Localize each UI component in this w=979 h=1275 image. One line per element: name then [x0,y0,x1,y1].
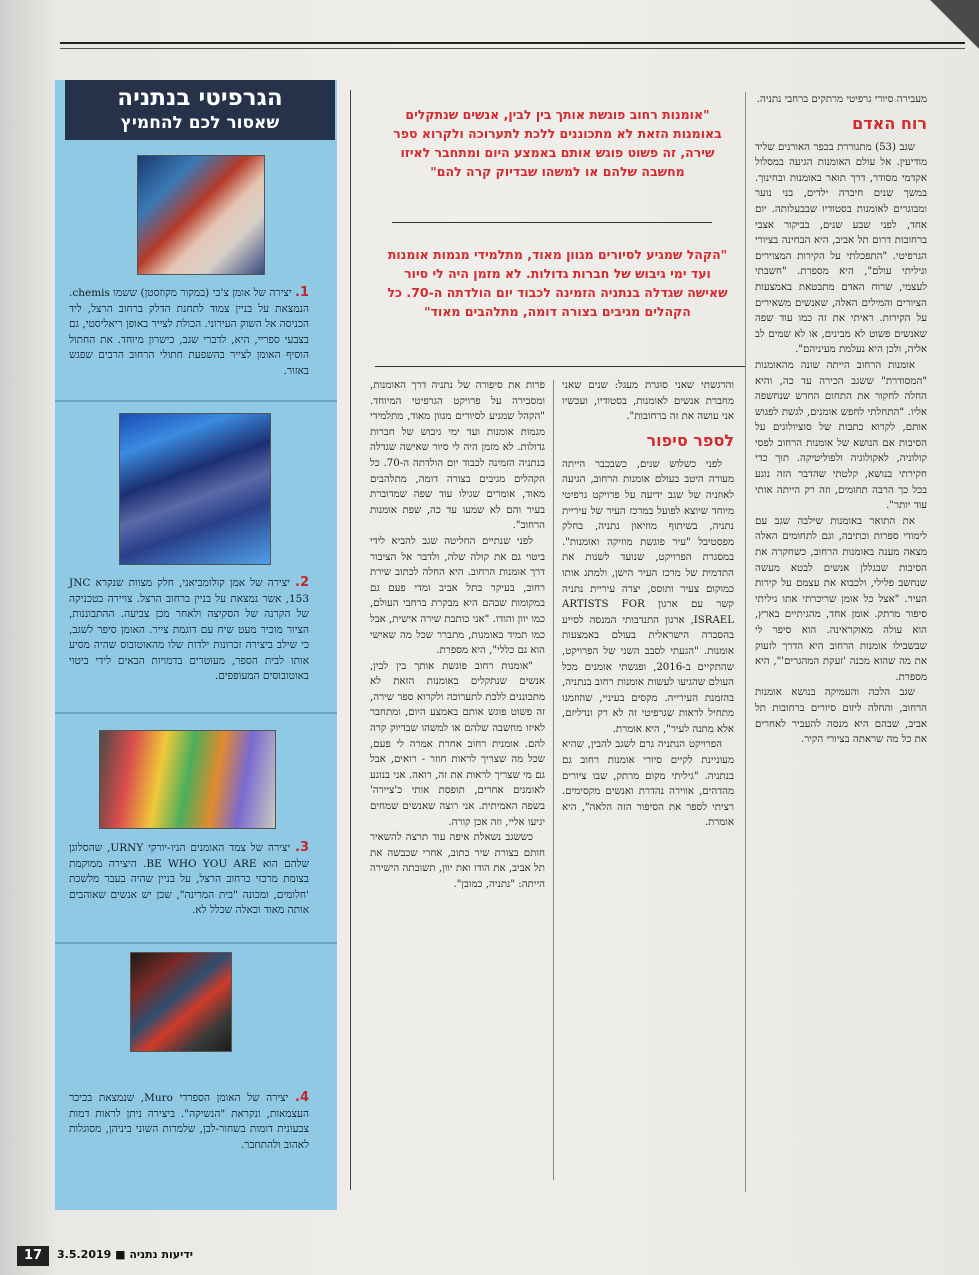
article-paragraph: הפרויקט הנתניה גרם לשגב להבין, שהיא מעוניינת לקיים סיורי אומנות רחוב גם בנתניה. "גיליתי מקום מרתק, שבו ציורים מהדהים, אווירה נהדרת ואנשים מקסימים. רציתי לספר את הסיפור הזה הלאה", היא אומרת. [562,739,734,829]
sidebar-header [65,80,335,140]
section-heading-lesaper: לספר סיפור [646,430,734,450]
caption-text-4: יצירה של האומן הספרדי Muro, שנמצאת בכיכר העצמאות, ונקראת "הנשיקה". ביצירה ניתן לראות דמות צבעונית דומות בשחור-לבן, שלמרות השוני ביניהן, מסוגלות לאהוב ולהתחבר. [69,1092,309,1151]
top-rule [60,42,965,44]
graffiti-photo-2 [119,413,271,565]
caption-number-2: 2. [294,575,309,590]
quote-rule [392,222,712,223]
graffiti-sidebar [55,80,337,1210]
article-column-right [755,92,927,1232]
intro-text: מעבירה סיורי גרפיטי מרתקים ברחבי נתניה. [756,94,927,105]
article-paragraph: לפני שנתיים החליטה שגב להביא לידי ביטוי גם את קולה שלה, ולדבר אל הציבור דרך אומנות הרחוב. היא החלה לכתוב שירת רחוב, בעיקר בתל אביב ומדי פעם גם במקומות שבהם היא מבקרת ברחבי העולם, כמו יוון והודו. "אני כותבת שירה אישית, אבל כמו תמיד באומנות, מתברר שכל מה שאישי הוא גם כללי", היא מספרת. [370,535,545,657]
sidebar-divider [55,400,337,402]
article-paragraph: שגב הלכה והעמיקה בנושא אומנות הרחוב, והחלה ליזום סיורים ברחובות תל אביב, שבהם היא מנסה להעביר לאחרים את כל מה שראתה בציורי הקיר. [755,687,927,746]
article-column-middle [562,378,734,1178]
issue-date: 3.5.2019 [57,1248,112,1261]
sidebar-caption-1 [69,285,309,379]
page-footer [15,1240,315,1270]
article-column-left [370,378,545,1183]
graffiti-photo-4 [130,952,232,1052]
article-paragraph: פרות את סיפורה של נתניה דרך האומנות, ומסבירה על פרויקט הגרפיטי המיוחד. "הקהל שמגיע לסיורים מגוון מאוד, מתלמידי מגמות אומנות ועד ימי גיבוש של חברות גדולות. לא מזמן היה לי סיור שאישה שגדלה בנתניה הזמינה לכבוד יום הולדתה ה-70. כל הקהלים מגיבים בצורה דומה, מתלהבים מאוד, אומרים שגילו עוד שפה שמדוברת בעיר והם לא שמעו עד כה, שפת אומנות הרחוב". [370,380,545,532]
pull-quote-1: "אומנות רחוב פוגשת אותך בין לבין, אנשים שנתקלים באומנות הזאת לא מתכוננים ללכת לתערוכה ולקרוא ספר שירה, זה פשוט פוגש אותם באמצע היום ומתחבר לאיזו מחשבה שלהם או למשהו שבדיוק קרה להם" [393,107,722,179]
sidebar-subtitle: שאסור לכם להחמיץ [120,113,280,133]
caption-number-4: 4. [295,1090,309,1105]
article-paragraph: "אומנות רחוב פוגשת אותך בין לבין, אנשים שנתקלים באומנות הזאת לא מתכוננים ללכת לתערוכה ולקרוא ספר שירה, זה פשוט פוגש אותם באמצע היום, ומתחבר לאיזו מחשבה שלהם או למשהו שבדיוק קרה להם. אומנית רחוב אחרת אמרה לי פעם, שכל מה שצריך לראות חוזר - רואים, אבל גם מי שצריך לראות את זה, רואה. אני בנוגע לאומנים אחרים, תופסת אותי כ'ציירה' בשפה האמיתית. אני רוצה שאנשים שמחים יגיעו אליי, וזה אכן קורה. [370,660,545,828]
sidebar-caption-4 [69,1090,309,1153]
article-paragraph: אומנות הרחוב הייתה שונה מהאומנות "המסודרת" ששגב הכירה עד כה, והיא החלה לחקור את התחום החדש שנחשפה אליו. "התחלתי לחפש אומנים, לגשת לפגוש אותם, לקרוא כתבות של סוציולוגים על הסיבות אם הנושא של אומנות הרחוב לפסי קולוניה, לאקולוגיה ולפוליטיקה. תוך כדי חקירתי בנושא, קלטתי שהדבר הזה נוגע בכל כך הרבה תחומים, וזה רק הייתה אותי עוד יותר". [755,359,927,512]
top-rule-thin [60,48,965,49]
article-paragraph: שגב (53) מתגוררת בכפר האורנים שליד מודיעין. אל עולם האומנות הגיעה במסלול אקדמי מסודר, דרך תואר באומנות ובחינוך. במשך שנים חיברה ילדים, בני נוער ומבוגרים לאומנות בסטודיו שבבעלותה. יום אחד, לפני שבע שנים, בביקור אצבי ברחובות דרום תל אביב, היא הבחינה בציורי הגרפיטי. "התפכלתי על הקירות המצוירים וגיליתי עולם", היא מספרת. "חשבתי לעצמי, שרוח האדם מתבטאת באמצעות הציורים והמילים האלה, שאנשים משאירים על הקירות. ראיתי את זה כמו עוד שפה שאנשים פשוט לא מבינים, או לא שמים לב אליה, ולכן היא נעלמת מעיניהם". [755,141,927,356]
page-number: 17 [17,1246,49,1266]
section-heading-ruach: רוח האדם [852,113,927,133]
graffiti-photo-3 [99,730,276,829]
caption-text-3: יצירה של צמד האומנים הניו-יורקי URNY, שהסלוגן שלהם הוא BE WHO YOU ARE. היצירה ממוקמת בצומת מרכזי ברחוב הרצל, על בניין שהיה בעבר מלשכת 'חלומים, ומכונה "בית המרינה", שכן יש אנשים שאוהבים אותה מאוד וכאלה שכלל לא. [69,842,310,916]
column-divider [745,92,746,1192]
sidebar-caption-3 [69,840,309,919]
quote-rule [375,366,745,367]
page-corner-shadow [889,0,979,70]
column-divider [350,90,351,1190]
publication-name: ידיעות נתניה [129,1248,194,1261]
sidebar-title: הגרפיטי בנתניה [117,85,283,111]
caption-number-1: 1. [295,285,309,300]
caption-number-3: 3. [295,840,309,855]
graffiti-photo-1 [137,155,265,275]
caption-text-1: יצירה של אומן צ'כי (במקור מקוזסטן) ששמו chemis. הנמצאת על בניין צמוד לתחנת הדלק ברחוב הרצל, ליד הכניסה אל השוק העירוני. הכולת לצייר באופן ריאליסטי, גם בצבעי ספריי, היא, לדברי שגב, כישרון מיוחד. את החתול הוסיף האומן לצייר בהשפעת חתולי הרחוב הרבים שפגש באזור. [69,287,309,377]
article-paragraph: כששגב נשאלת איפה עוד תרצה להשאיר חותם בצורת שיר כתוב, אחרי שכבשה את תל אביב, את הודו ואת יוון, תשובתה הישירה הייתה: "נתניה, כמובן". [370,832,545,890]
article-paragraph: את התואר באומנות שילבה שגב עם לימודי ספרות וכתיבה, וגם לתחומים האלה מצאה מענה באומנות הרחוב, כשחקרה את הסיבות שבגללן אנשים לבטא מעשה שנחשב פלילי, ולכבוא את עצמם על קירות העיר. "אצל כל אומן שריכרתי אתו גיליתי סיפור מרתק. אומן אחד, מהגיתיים בארץ, הוא עולה מאוקראינה. הוא סיפר לי שבשבילו אומנות הרחוב היא הדרך לזעוק את מה שהוא מכנה 'זעקת המהגרים'", היא מספרת. [755,515,927,683]
article-paragraph: והרגשתי שאני סוגרת מעגל: שנים שאני מחברת אנשים לאומנות, בסטודיו, ועכשיו אני עושה את זה ברחובות". [562,380,734,423]
article-paragraph: לפני כשלוש שנים, כשבכבר הייתה מעורה היטב בעולם אומנות הרחוב, הגיעה לאוזניה של שגב ידיעה על פרויקט גרפיטי מיוחד שיוצא לפועל במרכז העיר של עיריית נתניה, בשיתוף מוזיאון נתניה, בחלק מפסטיבל "עיר פוגשת מוזיקה ואומנות". במסגרת הפרויקט, שנועד לשנות את התדמית של מרכז העיר הישן, ולמתג אותו כמוקום צעיר ותוסס, יצרה עיריית נתניה קשר עם ארגון ARTISTS FOR ISRAEL, ארגון התנדבותי המנסה לסייע בהסברה הישראלית בעולם באמצעות אומנות. "הגעתי לסבב השני של הפרויקט, שהתקיים ב-2016, ופגשתי אומנים מכל העולם שהגיעו לעשות אומנות רחוב בנתניה, בהזמנת העירייה. מקסים בעיניי, שהוזמנו מתחיל לראות שגרפיטי זה לא רק ונדליזם, אלא מתנה לעיר", היא אומרת. [562,458,734,735]
sidebar-divider [55,942,337,944]
caption-text-2: יצירה של אמן קולומביאני, חלק מצוות שנקרא JNC 153, אשר נמצאת על בניין ברחוב הרצל. צויירה בטכניקה של הקרנה של הסקיצה ולאחר מכן צביעה. ההתבוננות, הציור מוכיר מעט שיח עם דוגמת צייר. האומן סיפר לשגב, כי שילב ביצירה זכרונות ילדות שלו מהאוטובוס שהיה מסיע אותו לבית הספר, מעוטרים בדמויות הבאים לידי ביטוי באוטובוסים המעופפים. [69,577,309,682]
publication-line: ידיעות נתניה ■ 3.5.2019 [57,1248,194,1261]
sidebar-caption-2 [69,575,309,685]
sidebar-divider [55,712,337,714]
pull-quote-2: "הקהל שמגיע לסיורים מגוון מאוד, מתלמידי מגמות אומנות ועד ימי גיבוש של חברות גדולות. לא מזמן היה לי סיור שאישה שגדלה בנתניה הזמינה לכבוד יום הולדתה ה-70. כל הקהלים מגיבים בצורה דומה, מתלהבים מאוד" [387,247,728,319]
column-divider [553,380,554,1180]
